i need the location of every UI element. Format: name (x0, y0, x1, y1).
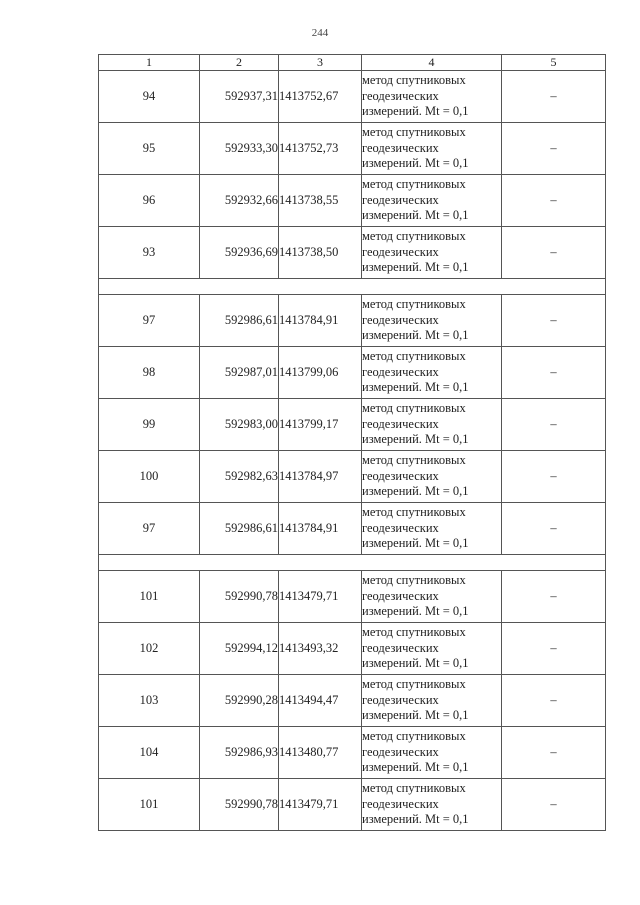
y-coordinate-cell: 1413738,50 (279, 227, 362, 279)
y-coordinate-cell: 1413738,55 (279, 175, 362, 227)
y-coordinate-cell: 1413494,47 (279, 675, 362, 727)
note-cell: – (502, 227, 606, 279)
x-coordinate-cell: 592982,63 (200, 451, 279, 503)
header-cell-1: 1 (99, 55, 200, 71)
table-row (99, 347, 606, 399)
x-coordinate-cell: 592986,61 (200, 503, 279, 555)
separator-cell (99, 279, 606, 295)
method-line: метод спутниковых (362, 229, 466, 244)
table-row (99, 295, 606, 347)
point-number-cell: 98 (99, 347, 200, 399)
note-cell: – (502, 779, 606, 831)
header-row (99, 55, 606, 71)
method-line: геодезических (362, 416, 439, 431)
method-cell (362, 227, 502, 279)
method-line: измерений. Mt = 0,1 (362, 536, 469, 551)
note-cell: – (502, 123, 606, 175)
method-line: метод спутниковых (362, 453, 466, 468)
method-line: геодезических (362, 88, 439, 103)
point-number-cell: 97 (99, 503, 200, 555)
x-coordinate-cell: 592933,30 (200, 123, 279, 175)
method-cell (362, 295, 502, 347)
method-line: измерений. Mt = 0,1 (362, 260, 469, 275)
method-line: метод спутниковых (362, 781, 466, 796)
method-line: измерений. Mt = 0,1 (362, 432, 469, 447)
method-line: метод спутниковых (362, 573, 466, 588)
point-number-cell: 102 (99, 623, 200, 675)
y-coordinate-cell: 1413784,91 (279, 503, 362, 555)
method-line: измерений. Mt = 0,1 (362, 760, 469, 775)
note-cell: – (502, 675, 606, 727)
method-cell (362, 175, 502, 227)
x-coordinate-cell: 592990,78 (200, 779, 279, 831)
page-number: 244 (311, 27, 329, 39)
header-cell-2: 2 (200, 55, 279, 71)
point-number-cell: 94 (99, 71, 200, 123)
method-line: метод спутниковых (362, 125, 466, 140)
y-coordinate-cell: 1413799,17 (279, 399, 362, 451)
x-coordinate-cell: 592987,01 (200, 347, 279, 399)
method-line: измерений. Mt = 0,1 (362, 708, 469, 723)
method-cell (362, 451, 502, 503)
table-body (99, 55, 606, 831)
method-line: геодезических (362, 640, 439, 655)
y-coordinate-cell: 1413479,71 (279, 779, 362, 831)
method-cell (362, 503, 502, 555)
table-row (99, 727, 606, 779)
method-line: измерений. Mt = 0,1 (362, 380, 469, 395)
table-row (99, 123, 606, 175)
coordinates-table (98, 54, 606, 831)
method-line: метод спутниковых (362, 677, 466, 692)
method-line: метод спутниковых (362, 729, 466, 744)
method-cell (362, 123, 502, 175)
note-cell: – (502, 571, 606, 623)
note-cell: – (502, 727, 606, 779)
y-coordinate-cell: 1413784,97 (279, 451, 362, 503)
note-cell: – (502, 295, 606, 347)
method-line: метод спутниковых (362, 401, 466, 416)
note-cell: – (502, 451, 606, 503)
note-cell: – (502, 71, 606, 123)
method-line: метод спутниковых (362, 297, 466, 312)
x-coordinate-cell: 592986,61 (200, 295, 279, 347)
x-coordinate-cell: 592994,12 (200, 623, 279, 675)
x-coordinate-cell: 592936,69 (200, 227, 279, 279)
point-number-cell: 95 (99, 123, 200, 175)
note-cell: – (502, 175, 606, 227)
method-line: метод спутниковых (362, 505, 466, 520)
block-separator-row (99, 279, 606, 295)
note-cell: – (502, 399, 606, 451)
header-cell-5: 5 (502, 55, 606, 71)
table-row (99, 71, 606, 123)
x-coordinate-cell: 592990,78 (200, 571, 279, 623)
method-line: метод спутниковых (362, 73, 466, 88)
method-cell (362, 399, 502, 451)
point-number-cell: 93 (99, 227, 200, 279)
y-coordinate-cell: 1413784,91 (279, 295, 362, 347)
method-cell (362, 571, 502, 623)
point-number-cell: 99 (99, 399, 200, 451)
method-line: геодезических (362, 520, 439, 535)
method-line: метод спутниковых (362, 177, 466, 192)
method-line: измерений. Mt = 0,1 (362, 656, 469, 671)
method-line: измерений. Mt = 0,1 (362, 812, 469, 827)
point-number-cell: 101 (99, 571, 200, 623)
method-cell (362, 71, 502, 123)
method-line: геодезических (362, 244, 439, 259)
method-line: геодезических (362, 312, 439, 327)
method-line: геодезических (362, 744, 439, 759)
method-line: измерений. Mt = 0,1 (362, 604, 469, 619)
note-cell: – (502, 623, 606, 675)
method-line: геодезических (362, 192, 439, 207)
point-number-cell: 104 (99, 727, 200, 779)
table-row (99, 503, 606, 555)
y-coordinate-cell: 1413480,77 (279, 727, 362, 779)
x-coordinate-cell: 592990,28 (200, 675, 279, 727)
method-line: геодезических (362, 468, 439, 483)
method-line: геодезических (362, 364, 439, 379)
method-cell (362, 623, 502, 675)
y-coordinate-cell: 1413752,73 (279, 123, 362, 175)
table-row (99, 623, 606, 675)
method-line: измерений. Mt = 0,1 (362, 484, 469, 499)
method-line: геодезических (362, 140, 439, 155)
method-line: метод спутниковых (362, 625, 466, 640)
table-row (99, 451, 606, 503)
method-line: измерений. Mt = 0,1 (362, 208, 469, 223)
x-coordinate-cell: 592983,00 (200, 399, 279, 451)
y-coordinate-cell: 1413799,06 (279, 347, 362, 399)
method-cell (362, 347, 502, 399)
table-row (99, 571, 606, 623)
method-cell (362, 727, 502, 779)
x-coordinate-cell: 592932,66 (200, 175, 279, 227)
block-separator-row (99, 555, 606, 571)
table-row (99, 675, 606, 727)
point-number-cell: 96 (99, 175, 200, 227)
y-coordinate-cell: 1413479,71 (279, 571, 362, 623)
x-coordinate-cell: 592937,31 (200, 71, 279, 123)
point-number-cell: 100 (99, 451, 200, 503)
table-row (99, 399, 606, 451)
point-number-cell: 97 (99, 295, 200, 347)
note-cell: – (502, 347, 606, 399)
table-row (99, 227, 606, 279)
method-line: геодезических (362, 692, 439, 707)
method-line: геодезических (362, 588, 439, 603)
method-line: измерений. Mt = 0,1 (362, 328, 469, 343)
method-line: измерений. Mt = 0,1 (362, 104, 469, 119)
header-cell-4: 4 (362, 55, 502, 71)
method-cell (362, 779, 502, 831)
method-line: измерений. Mt = 0,1 (362, 156, 469, 171)
table-row (99, 779, 606, 831)
method-line: метод спутниковых (362, 349, 466, 364)
point-number-cell: 103 (99, 675, 200, 727)
x-coordinate-cell: 592986,93 (200, 727, 279, 779)
table-row (99, 175, 606, 227)
y-coordinate-cell: 1413493,32 (279, 623, 362, 675)
note-cell: – (502, 503, 606, 555)
point-number-cell: 101 (99, 779, 200, 831)
method-line: геодезических (362, 796, 439, 811)
y-coordinate-cell: 1413752,67 (279, 71, 362, 123)
separator-cell (99, 555, 606, 571)
method-cell (362, 675, 502, 727)
header-cell-3: 3 (279, 55, 362, 71)
